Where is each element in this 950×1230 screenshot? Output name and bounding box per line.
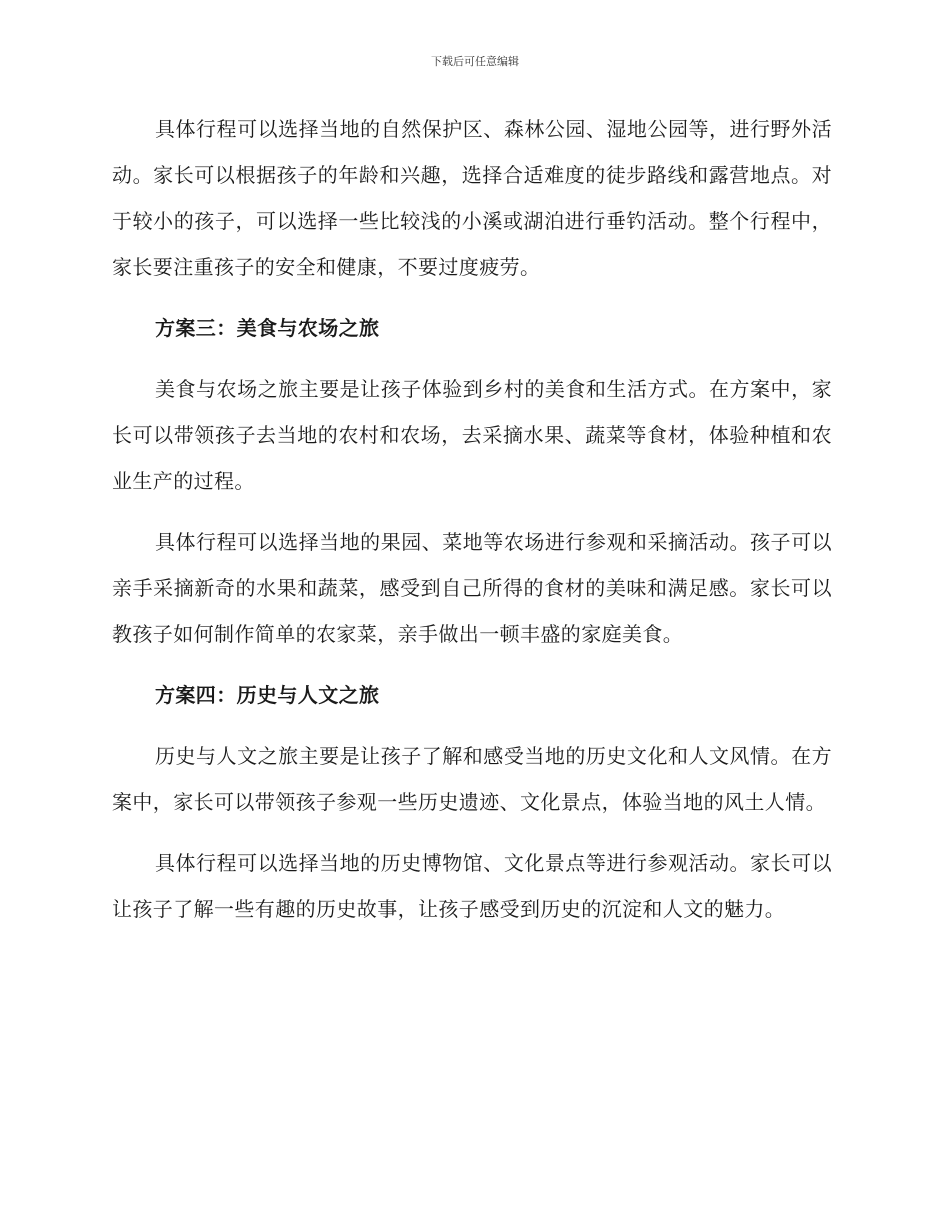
- page-header: 下载后可任意编辑: [431, 55, 519, 68]
- heading-plan-three: 方案三：美食与农场之旅: [155, 316, 380, 340]
- paragraph-history-intro: 历史与人文之旅主要是让孩子了解和感受当地的历史文化和人文风情。在方案中，家长可以带领孩子参观一些历史遗迹、文化景点，体验当地的风土人情。: [112, 744, 832, 814]
- paragraph-food-farm-intro: 美食与农场之旅主要是让孩子体验到乡村的美食和生活方式。在方案中，家长可以带领孩子去当地的农村和农场，去采摘水果、蔬菜等食材，体验种植和农业生产的过程。: [112, 377, 832, 493]
- paragraph-food-farm-itinerary: 具体行程可以选择当地的果园、菜地等农场进行参观和采摘活动。孩子可以亲手采摘新奇的水果和蔬菜，感受到自己所得的食材的美味和满足感。家长可以教孩子如何制作简单的农家菜，亲手做出一顿丰盛的家庭美食。: [112, 530, 832, 646]
- heading-plan-four: 方案四：历史与人文之旅: [155, 683, 380, 707]
- paragraph-itinerary-nature: 具体行程可以选择当地的自然保护区、森林公园、湿地公园等，进行野外活动。家长可以根据孩子的年龄和兴趣，选择合适难度的徒步路线和露营地点。对于较小的孩子，可以选择一些比较浅的小溪或湖泊进行垂钓活动。整个行程中，家长要注重孩子的安全和健康，不要过度疲劳。: [112, 117, 832, 279]
- document-body: [112, 106, 832, 947]
- paragraph-history-itinerary: 具体行程可以选择当地的历史博物馆、文化景点等进行参观活动。家长可以让孩子了解一些有趣的历史故事，让孩子感受到历史的沉淀和人文的魅力。: [112, 851, 832, 921]
